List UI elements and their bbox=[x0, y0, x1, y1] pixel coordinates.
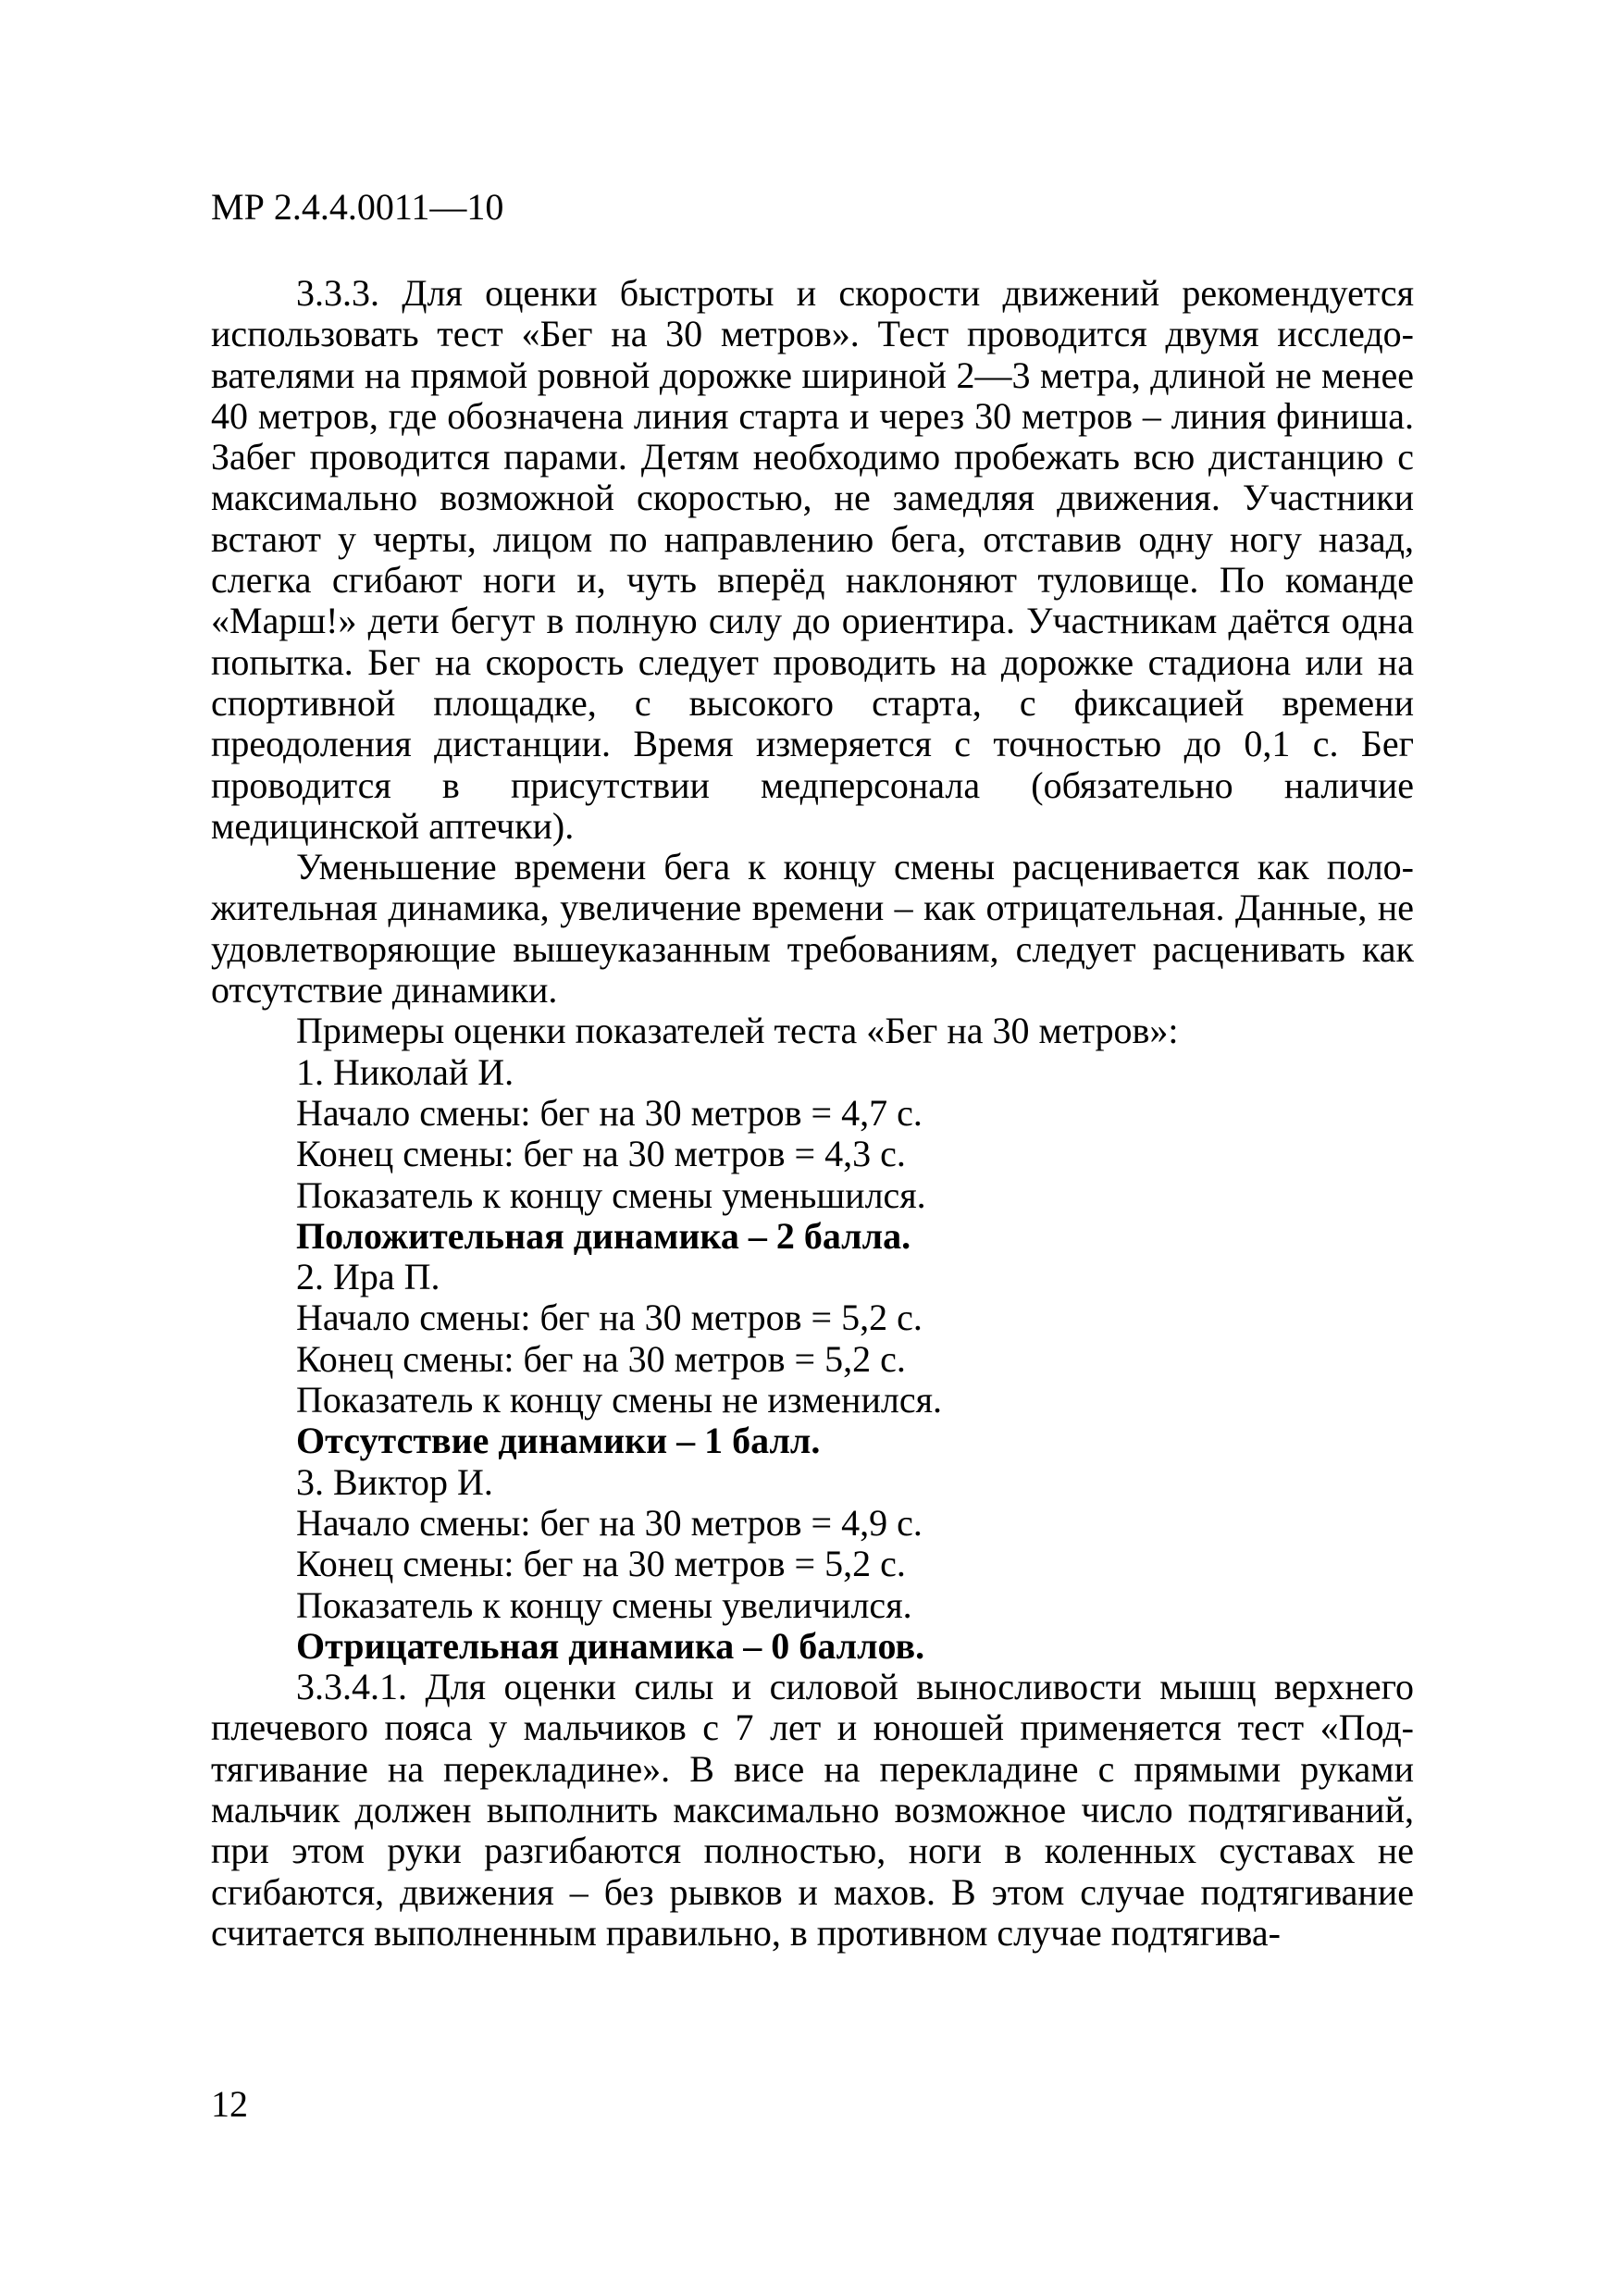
paragraph-pull-up-test: 3.3.4.1. Для оценки силы и силовой выносливости мышц верхнего плечевого пояса у мальчиков с 7 лет и юношей применяется тест «Подтягивание на перекладине». В висе на перекладине с прямыми руками мальчик должен выполнить максимально возможное число подтягиваний, при этом руки разгибаются полностью, ноги в коленных суставах не сгибаются, движения – без рывков и махов. В этом случае подтягивание считается выполненным правильно, в противном случае подтягива- bbox=[211, 1666, 1414, 1954]
example-end-result: Конец смены: бег на 30 метров = 5,2 с. bbox=[296, 1337, 906, 1380]
example-1 bbox=[211, 1052, 1414, 1257]
example-name: 2. Ира П. bbox=[296, 1256, 440, 1298]
example-end-result: Конец смены: бег на 30 метров = 4,3 с. bbox=[296, 1133, 906, 1175]
example-verdict: Отрицательная динамика – 0 баллов. bbox=[296, 1624, 925, 1667]
paragraph-dynamics-evaluation: Уменьшение времени бега к концу смены расценивается как положительная динамика, увеличение времени – как отрицательная. Данные, не удовлетворяющие вышеуказанным требованиям, следует расценивать как отсутствие динамики. bbox=[211, 846, 1414, 1011]
example-verdict: Положительная динамика – 2 балла. bbox=[296, 1214, 911, 1257]
example-3 bbox=[211, 1462, 1414, 1667]
example-name: 3. Виктор И. bbox=[296, 1460, 493, 1503]
example-verdict: Отсутствие динамики – 1 балл. bbox=[296, 1420, 821, 1462]
example-start-result: Начало смены: бег на 30 метров = 5,2 с. bbox=[296, 1297, 923, 1339]
examples-intro: Примеры оценки показателей теста «Бег на 30 метров»: bbox=[296, 1010, 1179, 1052]
example-end-result: Конец смены: бег на 30 метров = 5,2 с. bbox=[296, 1543, 906, 1585]
example-start-result: Начало смены: бег на 30 метров = 4,7 с. bbox=[296, 1091, 923, 1134]
example-name: 1. Николай И. bbox=[296, 1050, 514, 1093]
document-code-header: МР 2.4.4.0011—10 bbox=[211, 186, 504, 228]
paragraph-running-test-description: 3.3.3. Для оценки быстроты и скорости движений рекомендуется использовать тест «Бег на 30 метров». Тест проводится двумя исследователями на прямой ровной дорожке шириной 2—3 метра, длиной не менее 40 метров, где обозначена линия старта и через 30 метров – линия финиша. Забег проводится парами. Детям необходимо пробежать всю дистанцию с максимально возможной скоростью, не замедляя движения. Участники встают у черты, лицом по направлению бега, отставив одну ногу назад, слегка сгибают ноги и, чуть вперёд наклоняют туловище. По команде «Марш!» дети бегут в полную силу до ориентира. Участникам даётся одна попытка. Бег на скорость следует проводить на дорожке стадиона или на спортивной площадке, с высокого старта, с фиксацией времени преодоления дистанции. Время измеряется с точностью до 0,1 с. Бег проводится в присутствии медперсонала (обязательно наличие медицинской аптечки). bbox=[211, 272, 1414, 847]
example-indicator: Показатель к концу смены уменьшился. bbox=[296, 1173, 926, 1216]
document-body bbox=[211, 273, 1414, 1954]
page-number: 12 bbox=[211, 2083, 248, 2125]
example-start-result: Начало смены: бег на 30 метров = 4,9 с. bbox=[296, 1501, 923, 1544]
example-2 bbox=[211, 1257, 1414, 1461]
example-indicator: Показатель к концу смены увеличился. bbox=[296, 1583, 912, 1626]
example-indicator: Показатель к концу смены не изменился. bbox=[296, 1379, 942, 1421]
